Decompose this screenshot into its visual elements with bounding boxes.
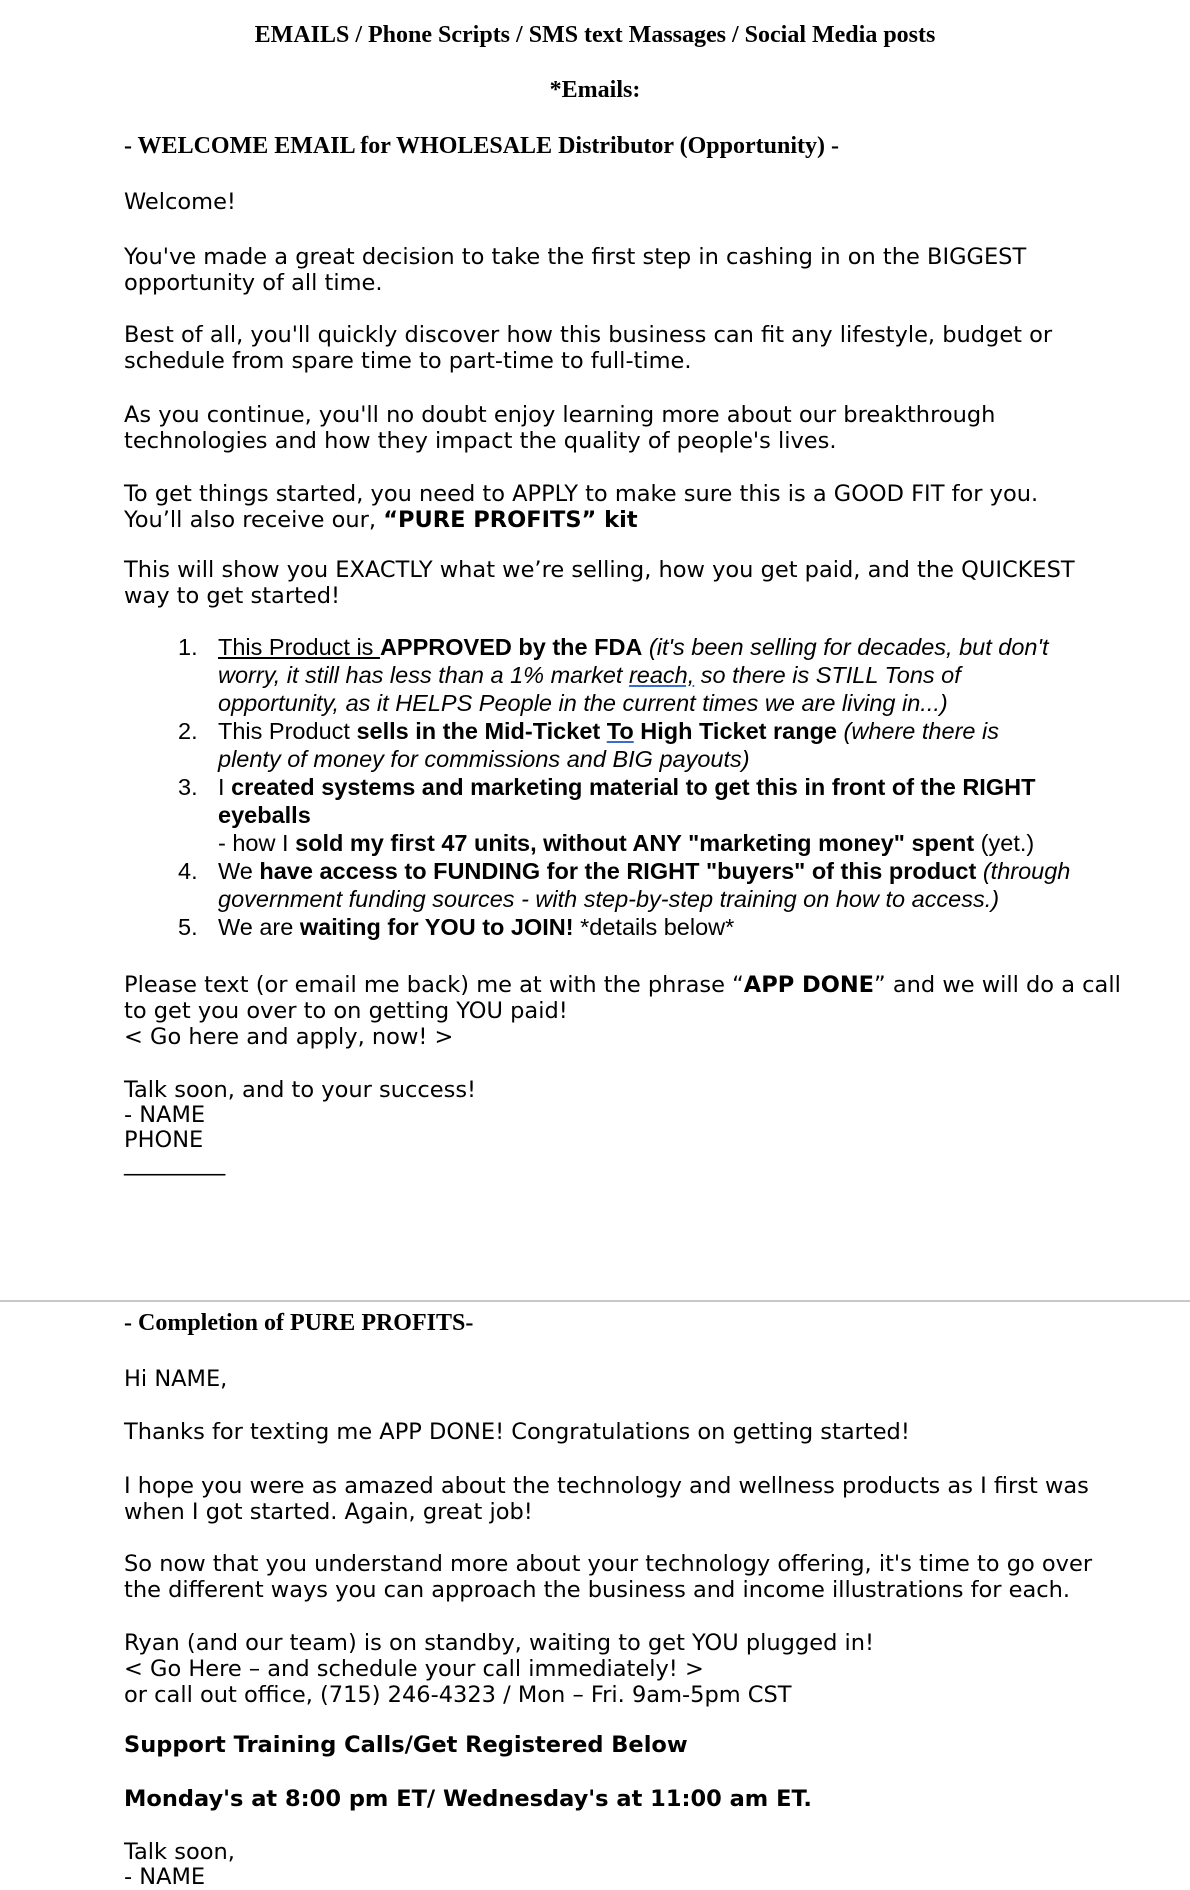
- list-text-italic: government funding sources - with step-by-step training on how to access.): [218, 886, 1000, 912]
- list-text-bold: To: [606, 718, 634, 744]
- list-text-bold: have access to FUNDING for the RIGHT "buyers" of this product: [259, 858, 977, 884]
- email2-paragraph-1: Thanks for texting me APP DONE! Congratulations on getting started!: [124, 1419, 910, 1445]
- office-phone-line: or call out office, (715) 246-4323 / Mon – Fri. 9am-5pm CST: [124, 1682, 792, 1708]
- list-text: - how I: [218, 830, 296, 856]
- p6-text: ” and we will do a call: [874, 972, 1121, 998]
- list-text-italic: (it's been selling for decades, but don't: [642, 634, 1049, 660]
- signature-rule: _________: [124, 1150, 226, 1176]
- schedule-call-link[interactable]: < Go Here – and schedule your call immediately! >: [124, 1656, 704, 1682]
- app-done-phrase: APP DONE: [743, 972, 875, 998]
- email1-heading: - WELCOME EMAIL for WHOLESALE Distributor (Opportunity) -: [124, 133, 839, 159]
- p6-text: Please text (or email me back) me at with the phrase “: [124, 972, 744, 998]
- list-text-italic: plenty of money for commissions and BIG payouts): [218, 746, 750, 772]
- document-title: EMAILS / Phone Scripts / SMS text Massages / Social Media posts: [254, 22, 936, 48]
- email1-paragraph-3-line-1: As you continue, you'll no doubt enjoy learning more about our breakthrough: [124, 402, 996, 428]
- email1-paragraph-5-line-1: This will show you EXACTLY what we’re selling, how you get paid, and the QUICKEST: [124, 557, 1075, 583]
- email2-paragraph-4-line-1: Ryan (and our team) is on standby, waiting to get YOU plugged in!: [124, 1630, 875, 1656]
- list-text-italic: opportunity, as it HELPS People in the current times we are living in...): [218, 690, 948, 716]
- list-text: This Product: [218, 718, 357, 744]
- section-heading-emails: *Emails:: [549, 77, 641, 103]
- email2-greeting: Hi NAME,: [124, 1366, 228, 1392]
- p4-text: You’ll also receive our,: [124, 507, 384, 533]
- email1-paragraph-5-line-2: way to get started!: [124, 583, 341, 609]
- email1-paragraph-4-line-2: [124, 507, 638, 533]
- email2-closing: Talk soon,: [124, 1839, 235, 1865]
- pure-profits-kit-label: “PURE PROFITS” kit: [383, 507, 638, 533]
- email1-paragraph-6-line-2: to get you over to on getting YOU paid!: [124, 998, 568, 1024]
- list-text-bold: created systems and marketing material to get this in front of the RIGHT: [231, 774, 1036, 800]
- email1-signature-phone: PHONE: [124, 1127, 204, 1153]
- list-text-bold: sold my first 47 units, without ANY "marketing money" spent: [295, 830, 975, 856]
- email1-paragraph-1-line-2: opportunity of all time.: [124, 270, 383, 296]
- list-item: [178, 773, 1070, 857]
- email2-paragraph-3-line-1: So now that you understand more about your technology offering, it's time to go over: [124, 1551, 1093, 1577]
- list-text-bold: eyeballs: [218, 802, 311, 828]
- email2-signature-name: - NAME: [124, 1864, 206, 1890]
- email1-paragraph-2-line-1: Best of all, you'll quickly discover how this business can fit any lifestyle, budget or: [124, 322, 1053, 348]
- list-text: *details below*: [573, 914, 735, 940]
- list-text: (yet.): [974, 830, 1035, 856]
- email2-paragraph-2-line-2: when I got started. Again, great job!: [124, 1499, 533, 1525]
- list-text-bold: High Ticket range: [633, 718, 838, 744]
- list-text: We: [218, 858, 260, 884]
- list-text-bold: APPROVED by the FDA: [379, 634, 643, 660]
- email1-paragraph-4-line-1: To get things started, you need to APPLY to make sure this is a GOOD FIT for you.: [124, 481, 1039, 507]
- list-number: 1.: [178, 634, 198, 660]
- apply-now-link[interactable]: < Go here and apply, now! >: [124, 1024, 454, 1050]
- list-text-bold: waiting for YOU to JOIN!: [299, 914, 574, 940]
- list-text: I: [218, 774, 232, 800]
- email2-paragraph-2-line-1: I hope you were as amazed about the technology and wellness products as I first was: [124, 1473, 1089, 1499]
- email1-paragraph-1-line-1: You've made a great decision to take the first step in cashing in on the BIGGEST: [124, 244, 1027, 270]
- list-item: [178, 913, 1070, 941]
- email1-signature-name: - NAME: [124, 1102, 206, 1128]
- list-text-bold: sells in the Mid-Ticket: [356, 718, 607, 744]
- list-text-italic: so there is STILL Tons of: [694, 662, 961, 688]
- support-training-heading: Support Training Calls/Get Registered Below: [124, 1732, 688, 1758]
- numbered-list: [124, 633, 1070, 941]
- list-text: We are: [218, 914, 300, 940]
- email2-paragraph-3-line-2: the different ways you can approach the business and income illustrations for each.: [124, 1577, 1071, 1603]
- list-item: [178, 717, 1070, 773]
- document-page-2: [0, 1302, 1190, 1890]
- list-number: 5.: [178, 914, 198, 940]
- list-text: This Product is: [218, 634, 380, 660]
- list-text-italic: worry, it still has less than a 1% market: [218, 662, 629, 688]
- list-item: [178, 633, 1070, 717]
- email1-closing: Talk soon, and to your success!: [124, 1077, 477, 1103]
- list-text-italic: reach,: [628, 662, 695, 688]
- list-text-italic: (through: [976, 858, 1071, 884]
- list-number: 3.: [178, 774, 198, 800]
- list-number: 2.: [178, 718, 198, 744]
- list-number: 4.: [178, 858, 198, 884]
- training-schedule: Monday's at 8:00 pm ET/ Wednesday's at 11:00 am ET.: [124, 1786, 812, 1812]
- email1-greeting: Welcome!: [124, 189, 236, 215]
- email2-heading: - Completion of PURE PROFITS-: [124, 1310, 474, 1336]
- email1-paragraph-6-line-1: [124, 972, 1121, 998]
- list-text-italic: (where there is: [837, 718, 999, 744]
- list-item: [178, 857, 1071, 913]
- email1-paragraph-2-line-2: schedule from spare time to part-time to full-time.: [124, 348, 692, 374]
- email1-paragraph-3-line-2: technologies and how they impact the quality of people's lives.: [124, 428, 837, 454]
